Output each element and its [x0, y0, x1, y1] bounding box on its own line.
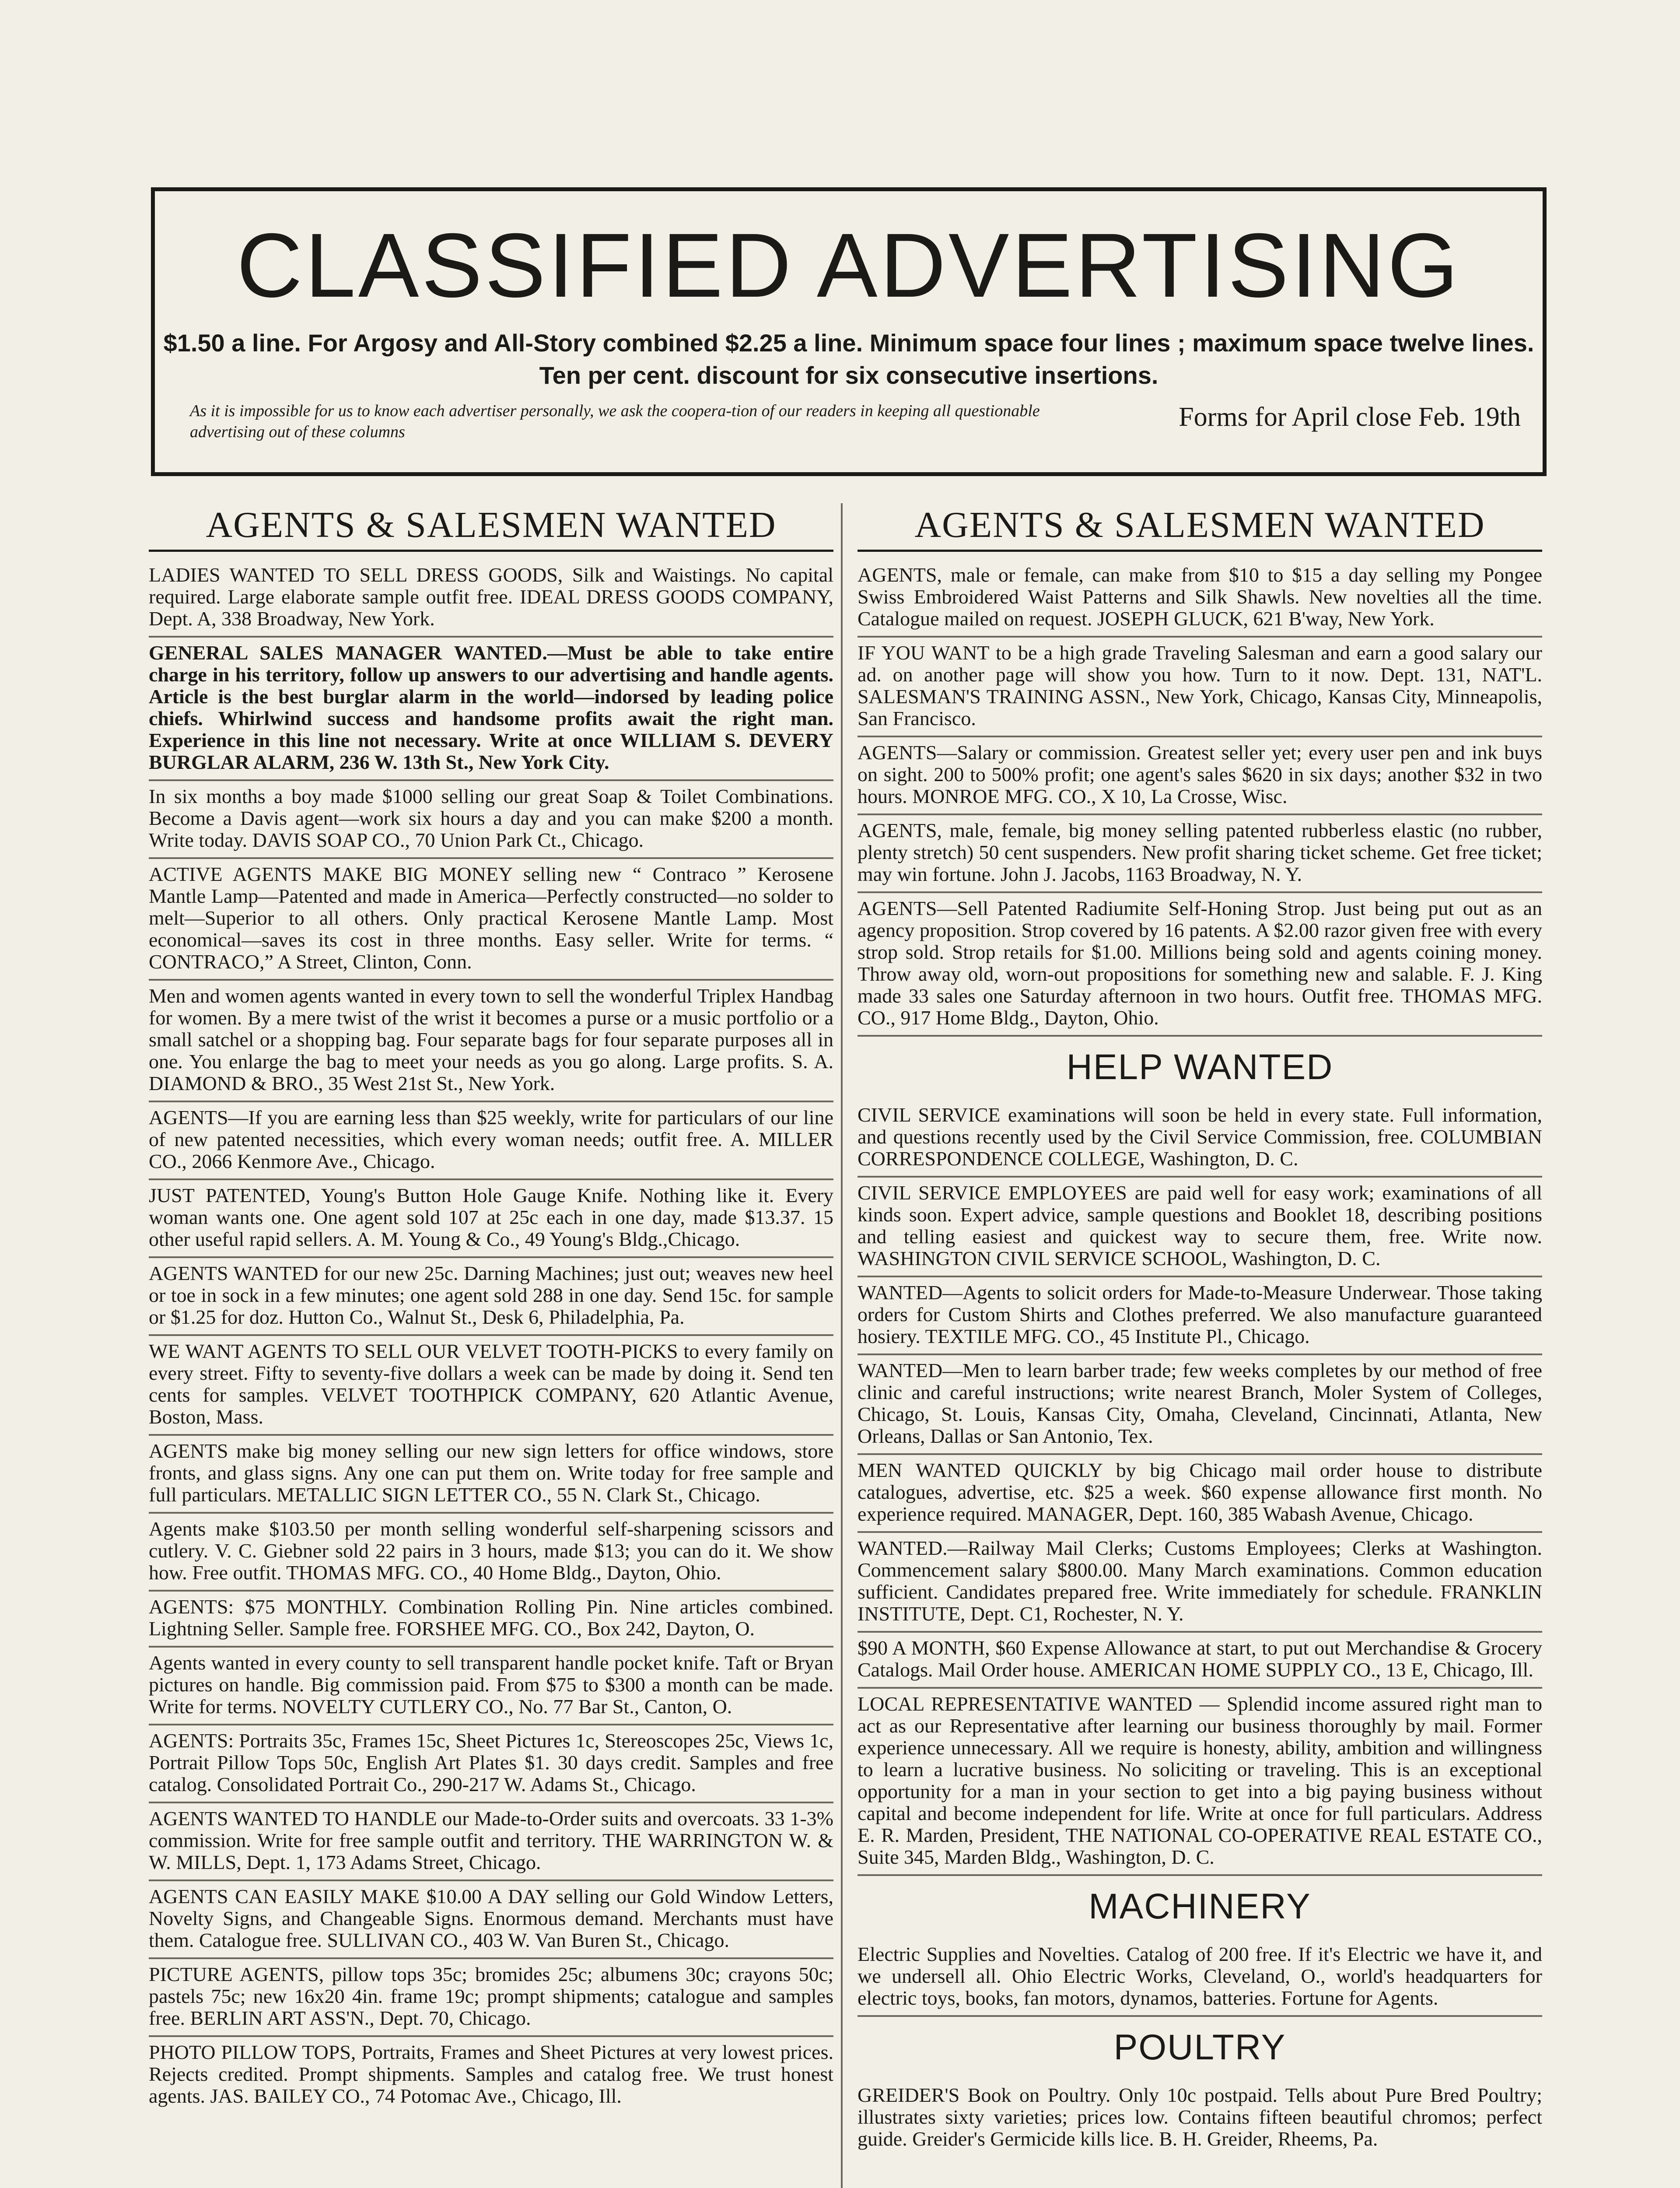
- section-title-machinery: MACHINERY: [1088, 1886, 1311, 1926]
- right-column: [858, 503, 1542, 2156]
- ad-item: ACTIVE AGENTS MAKE BIG MONEY selling new “ Contraco ” Kerosene Mantle Lamp—Patented and made in America—Perfectly constructed—no solder to melt—Superior to all others. Only practical Kerosene Mantle Lamp. Most economical—saves its cost in three months. Easy seller. Write for terms. “ CONTRACO,” A Street, Clinton, Conn.: [149, 859, 833, 981]
- section-title-agents-left: AGENTS & SALESMEN WANTED: [149, 503, 833, 552]
- ad-item: CIVIL SERVICE examinations will soon be held in every state. Full information, and questions recently used by the Civil Service Commission, free. COLUMBIAN CORRESPONDENCE COLLEGE, Washington, D. C.: [858, 1100, 1542, 1178]
- ad-item: AGENTS: $75 MONTHLY. Combination Rolling Pin. Nine articles combined. Lightning Seller. Sample free. FORSHEE MFG. CO., Box 242, Dayton, O.: [149, 1592, 833, 1648]
- header-box: [151, 187, 1547, 476]
- ad-item: AGENTS—Salary or commission. Greatest seller yet; every user pen and ink buys on sight. 200 to 500% profit; one agent's sales $620 in six days; another $32 in two hours. MONROE MFG. CO., X 10, La Crosse, Wisc.: [858, 737, 1542, 815]
- ad-item: WANTED—Men to learn barber trade; few weeks completes by our method of free clinic and careful instructions; write nearest Branch, Moler System of Colleges, Chicago, St. Louis, Kansas City, Omaha, Cleveland, Cincinnati, Atlanta, New Orleans, Dallas or San Antonio, Tex.: [858, 1355, 1542, 1455]
- ad-item: AGENTS, male, female, big money selling patented rubberless elastic (no rubber, plenty stretch) 50 cent suspenders. New profit sharing ticket scheme. Get free ticket; may win fortune. John J. Jacobs, 1163 Broadway, N. Y.: [858, 815, 1542, 893]
- ad-item: AGENTS, male or female, can make from $10 to $15 a day selling my Pongee Swiss Embroidered Waist Patterns and Silk Shawls. New novelties all the time. Catalogue mailed on request. JOSEPH GLUCK, 621 B'way, New York.: [858, 560, 1542, 638]
- ad-item: Men and women agents wanted in every town to sell the wonderful Triplex Handbag for women. By a mere twist of the wrist it becomes a purse or a music portfolio or a small satchel or a shopping bag. Four separate bags for four separate purposes all in one. You enlarge the bag to meet your needs as you go along. Large profits. S. A. DIAMOND & BRO., 35 West 21st St., New York.: [149, 981, 833, 1102]
- ad-item: PHOTO PILLOW TOPS, Portraits, Frames and Sheet Pictures at very lowest prices. Rejects credited. Prompt shipments. Samples and catalog free. We trust honest agents. JAS. BAILEY CO., 74 Potomac Ave., Chicago, Ill.: [149, 2041, 833, 2107]
- section-title-poultry: POULTRY: [1113, 2027, 1286, 2067]
- left-column: [149, 503, 833, 2113]
- ad-item: MEN WANTED QUICKLY by big Chicago mail order house to distribute catalogues, advertise, etc. $25 a week. $60 expense allowance first month. No experience required. MANAGER, Dept. 160, 385 Wabash Avenue, Chicago.: [858, 1455, 1542, 1533]
- rates-text: $1.50 a line. For Argosy and All-Story combined $2.25 a line. Minimum space four lines ; maximum space twelve lines. Ten per cent. discount for six consecutive insertions.: [163, 329, 1534, 389]
- section-title-agents-right: AGENTS & SALESMEN WANTED: [858, 503, 1542, 552]
- ad-item: Agents make $103.50 per month selling wonderful self-sharpening scissors and cutlery. V. C. Giebner sold 22 pairs in 3 hours, made $13; you can do it. We show how. Free outfit. THOMAS MFG. CO., 40 Home Bldg., Dayton, Ohio.: [149, 1514, 833, 1592]
- ad-item: AGENTS WANTED for our new 25c. Darning Machines; just out; weaves new heel or toe in sock in a few minutes; one agent sold 288 in one day. Send 15c. for sample or $1.25 for doz. Hutton Co., Walnut St., Desk 6, Philadelphia, Pa.: [149, 1258, 833, 1336]
- ad-item: GENERAL SALES MANAGER WANTED.—Must be able to take entire charge in his territory, follow up answers to our advertising and handle agents. Article is the best burglar alarm in the world—indorsed by leading police chiefs. Whirlwind success and handsome profits await the right man. Experience in this line not necessary. Write at once WILLIAM S. DEVERY BURGLAR ALARM, 236 W. 13th St., New York City.: [149, 638, 833, 781]
- ad-item: CIVIL SERVICE EMPLOYEES are paid well for easy work; examinations of all kinds soon. Expert advice, sample questions and Booklet 18, describing positions and telling easiest and quickest way to secure them, free. Write now. WASHINGTON CIVIL SERVICE SCHOOL, Washington, D. C.: [858, 1178, 1542, 1277]
- page-title: CLASSIFIED ADVERTISING: [236, 215, 1461, 316]
- ad-item: IF YOU WANT to be a high grade Traveling Salesman and earn a good salary our ad. on another page will show you how. Turn to it now. Dept. 131, NAT'L. SALESMAN'S TRAINING ASSN., New York, Chicago, Kansas City, Minneapolis, San Francisco.: [858, 638, 1542, 737]
- ad-item: JUST PATENTED, Young's Button Hole Gauge Knife. Nothing like it. Every woman wants one. One agent sold 107 at 25c each in one day, made $13.37. 15 other useful rapid sellers. A. M. Young & Co., 49 Young's Bldg.,Chicago.: [149, 1180, 833, 1258]
- ad-item: AGENTS WANTED TO HANDLE our Made-to-Order suits and overcoats. 33 1-3% commission. Write for free sample outfit and territory. THE WARRINGTON W. & W. MILLS, Dept. 1, 173 Adams Street, Chicago.: [149, 1803, 833, 1881]
- ad-item: AGENTS—Sell Patented Radiumite Self-Honing Strop. Just being put out as an agency proposition. Strop covered by 16 patents. A $2.00 razor given free with every strop sold. Strop retails for $1.00. Millions being sold and agents coining money. Throw away old, worn-out propositions for something new and salable. F. J. King made 33 sales one Saturday afternoon in two hours. Outfit free. THOMAS MFG. CO., 917 Home Bldg., Dayton, Ohio.: [858, 893, 1542, 1037]
- ad-item: Agents wanted in every county to sell transparent handle pocket knife. Taft or Bryan pictures on handle. Big commission paid. From $75 to $300 a month can be made. Write for terms. NOVELTY CUTLERY CO., No. 77 Bar St., Canton, O.: [149, 1648, 833, 1725]
- ad-item: $90 A MONTH, $60 Expense Allowance at start, to put out Merchandise & Grocery Catalogs. Mail Order house. AMERICAN HOME SUPPLY CO., 13 E, Chicago, Ill.: [858, 1633, 1542, 1689]
- notice-text: As it is impossible for us to know each advertiser personally, we ask the coopera-tion of our readers in keeping all questionable advertising out of these columns: [190, 402, 1040, 441]
- ad-item: AGENTS: Portraits 35c, Frames 15c, Sheet Pictures 1c, Stereoscopes 25c, Views 1c, Portrait Pillow Tops 50c, English Art Plates $1. 30 days credit. Samples and free catalog. Consolidated Portrait Co., 290-217 W. Adams St., Chicago.: [149, 1725, 833, 1803]
- ad-item: LADIES WANTED TO SELL DRESS GOODS, Silk and Waistings. No capital required. Large elaborate sample outfit free. IDEAL DRESS GOODS COMPANY, Dept. A, 338 Broadway, New York.: [149, 560, 833, 638]
- column-divider: [841, 503, 843, 2188]
- section-title-help-wanted: HELP WANTED: [1066, 1047, 1334, 1087]
- ad-item: WANTED.—Railway Mail Clerks; Customs Employees; Clerks at Washington. Commencement salary $800.00. Many March examinations. Common education sufficient. Candidates prepared free. Write immediately for schedule. FRANKLIN INSTITUTE, Dept. C1, Rochester, N. Y.: [858, 1533, 1542, 1633]
- ad-item: AGENTS CAN EASILY MAKE $10.00 A DAY selling our Gold Window Letters, Novelty Signs, and Changeable Signs. Enormous demand. Merchants must have them. Catalogue free. SULLIVAN CO., 403 W. Van Buren St., Chicago.: [149, 1881, 833, 1959]
- ad-item: In six months a boy made $1000 selling our great Soap & Toilet Combinations. Become a Davis agent—work six hours a day and you can make $200 a month. Write today. DAVIS SOAP CO., 70 Union Park Ct., Chicago.: [149, 781, 833, 859]
- ad-item: LOCAL REPRESENTATIVE WANTED — Splendid income assured right man to act as our Representative after learning our business thoroughly by mail. Former experience unnecessary. All we require is honesty, ability, ambition and willingness to learn a lucrative business. No soliciting or traveling. This is an exceptional opportunity for a man in your section to get into a big paying business without capital and become independent for life. Write at once for full particulars. Address E. R. Marden, President, THE NATIONAL CO-OPERATIVE REAL ESTATE CO., Suite 345, Marden Bldg., Washington, D. C.: [858, 1689, 1542, 1876]
- ad-item: AGENTS—If you are earning less than $25 weekly, write for particulars of our line of new patented necessities, which every woman needs; outfit free. A. MILLER CO., 2066 Kenmore Ave., Chicago.: [149, 1102, 833, 1180]
- ad-item: PICTURE AGENTS, pillow tops 35c; bromides 25c; albumens 30c; crayons 50c; pastels 75c; new 16x20 4in. frame 19c; prompt shipments; catalogue and samples free. BERLIN ART ASS'N., Dept. 70, Chicago.: [149, 1959, 833, 2037]
- ad-item: WE WANT AGENTS TO SELL OUR VELVET TOOTH-PICKS to every family on every street. Fifty to seventy-five dollars a week can be made by doing it. Send ten cents for samples. VELVET TOOTHPICK COMPANY, 620 Atlantic Avenue, Boston, Mass.: [149, 1336, 833, 1436]
- ad-item: Electric Supplies and Novelties. Catalog of 200 free. If it's Electric we have it, and we undersell all. Ohio Electric Works, Cleveland, O., world's headquarters for electric toys, books, fan motors, dynamos, batteries. Fortune for Agents.: [858, 1939, 1542, 2017]
- ad-item: AGENTS make big money selling our new sign letters for office windows, store fronts, and glass signs. Any one can put them on. Write today for free sample and full particulars. METALLIC SIGN LETTER CO., 55 N. Clark St., Chicago.: [149, 1436, 833, 1514]
- ad-item: WANTED—Agents to solicit orders for Made-to-Measure Underwear. Those taking orders for Custom Shirts and Clothes preferred. We also manufacture guaranteed hosiery. TEXTILE MFG. CO., 45 Institute Pl., Chicago.: [858, 1277, 1542, 1355]
- deadline-text: Forms for April close Feb. 19th: [1179, 402, 1521, 432]
- ad-item: GREIDER'S Book on Poultry. Only 10c postpaid. Tells about Pure Bred Poultry; illustrates sixty varieties; prices low. Contains fifteen beautiful chromos; perfect guide. Greider's Germicide kills lice. B. H. Greider, Rheems, Pa.: [858, 2084, 1542, 2150]
